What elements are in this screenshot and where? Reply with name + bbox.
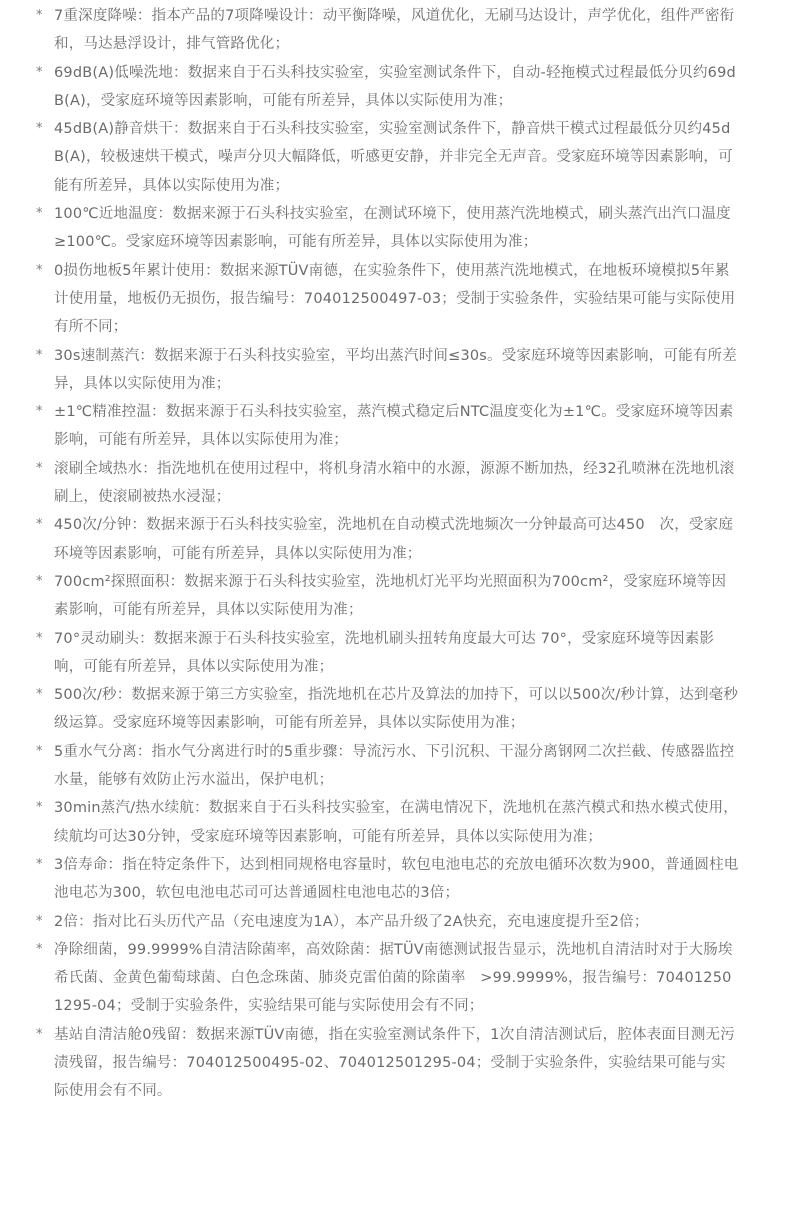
- note-item: [0, 455, 790, 512]
- bullet: *: [36, 630, 43, 646]
- bullet: *: [36, 262, 43, 278]
- bullet: *: [36, 8, 43, 23]
- note-item: [0, 851, 790, 908]
- note-item: [0, 936, 790, 1021]
- note-item: [0, 794, 790, 851]
- note-text: 3倍寿命：指在特定条件下，达到相同规格电容量时，软包电池电芯的充放电循环次数为900，普通圆柱电池电芯为300，软包电池电芯司可达普通圆柱电池电芯的3倍；: [54, 856, 739, 902]
- note-text: 5重水气分离：指水气分离进行时的5重步骤：导流污水、下引沉积、干湿分离钢网二次拦截、传感器监控水量，能够有效防止污水溢出，保护电机；: [54, 743, 735, 789]
- note-item: [0, 625, 790, 682]
- note-item: [0, 908, 790, 936]
- note-text: 100℃近地温度：数据来源于石头科技实验室，在测试环境下，使用蒸汽洗地模式，刷头蒸汽出汽口温度≥100℃。受家庭环境等因素影响，可能有所差异，具体以实际使用为准；: [54, 206, 731, 251]
- note-text: 30s速制蒸汽：数据来源于石头科技实验室，平均出蒸汽时间≤30s。受家庭环境等因素影响，可能有所差异，具体以实际使用为准；: [54, 347, 737, 392]
- bullet: *: [36, 743, 43, 759]
- note-text: 7重深度降噪：指本产品的7项降噪设计：动平衡降噪，风道优化，无刷马达设计，声学优化，组件严密衔和，马达悬浮设计，排气管路优化；: [54, 8, 735, 53]
- note-text: 70°灵动刷头：数据来源于石头科技实验室，洗地机刷头扭转角度最大可达 70°，受家庭环境等因素影响，可能有所差异，具体以实际使用为准；: [54, 630, 715, 675]
- bullet: *: [36, 460, 43, 476]
- note-text: 2倍：指对比石头历代产品（充电速度为1A），本产品升级了2A快充，充电速度提升至2倍；: [54, 913, 649, 930]
- note-text: 基站自清洁舱0残留：数据来源TÜV南德，指在实验室测试条件下，1次自清洁测试后，腔体表面目测无污渍残留，报告编号：704012500495-02、704012501295-04；受制于实验条件，实验结果可能与实际使用会有不同。: [54, 1026, 735, 1100]
- note-item: [0, 738, 790, 795]
- bullet: *: [36, 404, 43, 420]
- note-item: [0, 1021, 790, 1106]
- bullet: *: [36, 347, 43, 363]
- note-text: 滚刷全域热水：指洗地机在使用过程中，将机身清水箱中的水源，源源不断加热，经32孔喷淋在洗地机滚刷上，使滚刷被热水浸湿；: [54, 460, 735, 506]
- note-text: 500次/秒：数据来源于第三方实验室，指洗地机在芯片及算法的加持下，可以以500次/秒计算，达到毫秒级运算。受家庭环境等因素影响，可能有所差异，具体以实际使用为准；: [54, 687, 739, 732]
- bullet: *: [36, 941, 43, 957]
- bullet: *: [36, 64, 43, 80]
- note-item: [0, 568, 790, 625]
- bullet: *: [36, 856, 43, 872]
- bullet: *: [36, 1026, 43, 1042]
- note-item: [0, 511, 790, 568]
- bullet: *: [36, 573, 43, 589]
- note-text: 净除细菌，99.9999%自清洁除菌率，高效除菌：据TÜV南德测试报告显示，洗地机自清洁时对于大肠埃希氏菌、金黄色葡萄球菌、白色念珠菌、肺炎克雷伯菌的除菌率 >99.9999%，报告编号：704012501295-04；受制于实验条件，实验结果可能与实际使用会有不同；: [54, 941, 733, 1015]
- bullet: *: [36, 517, 43, 533]
- bullet: *: [36, 913, 43, 929]
- note-text: 69dB(A)低噪洗地：数据来自于石头科技实验室，实验室测试条件下，自动-轻拖模式过程最低分贝约69dB(A)，受家庭环境等因素影响，可能有所差异，具体以实际使用为准；: [54, 64, 736, 109]
- note-text: 450次/分钟：数据来源于石头科技实验室，洗地机在自动模式洗地频次一分钟最高可达450 次，受家庭环境等因素影响，可能有所差异，具体以实际使用为准；: [54, 517, 734, 562]
- note-item: [0, 342, 790, 399]
- note-text: 30min蒸汽/热水续航：数据来自于石头科技实验室，在满电情况下，洗地机在蒸汽模式和热水模式使用，续航均可达30分钟，受家庭环境等因素影响，可能有所差异，具体以实际使用为准；: [54, 800, 738, 845]
- note-text: 0损伤地板5年累计使用：数据来源TÜV南德，在实验条件下，使用蒸汽洗地模式，在地板环境模拟5年累计使用量，地板仍无损伤，报告编号：704012500497-03；受制于实验条件，实验结果可能与实际使用有所不同；: [54, 262, 736, 336]
- note-text: 45dB(A)静音烘干：数据来自于石头科技实验室，实验室测试条件下，静音烘干模式过程最低分贝约45dB(A)，较极速烘干模式，噪声分贝大幅降低，听感更安静，并非完全无声音。受家庭环境等因素影响，可能有所差异，具体以实际使用为准；: [54, 121, 733, 194]
- note-item: [0, 257, 790, 342]
- bullet: *: [36, 121, 43, 137]
- bullet: *: [36, 800, 43, 816]
- note-text: ±1℃精准控温：数据来源于石头科技实验室，蒸汽模式稳定后NTC温度变化为±1℃。受家庭环境等因素影响，可能有所差异，具体以实际使用为准；: [54, 404, 734, 449]
- note-item: [0, 200, 790, 257]
- note-item: [0, 398, 790, 455]
- bullet: *: [36, 687, 43, 703]
- note-text: 700cm²探照面积：数据来源于石头科技实验室，洗地机灯光平均光照面积为700cm²，受家庭环境等因素影响，可能有所差异，具体以实际使用为准；: [54, 573, 727, 619]
- bullet: *: [36, 206, 43, 222]
- note-item: [0, 115, 790, 200]
- note-item: [0, 2, 790, 59]
- note-item: [0, 59, 790, 116]
- note-item: [0, 681, 790, 738]
